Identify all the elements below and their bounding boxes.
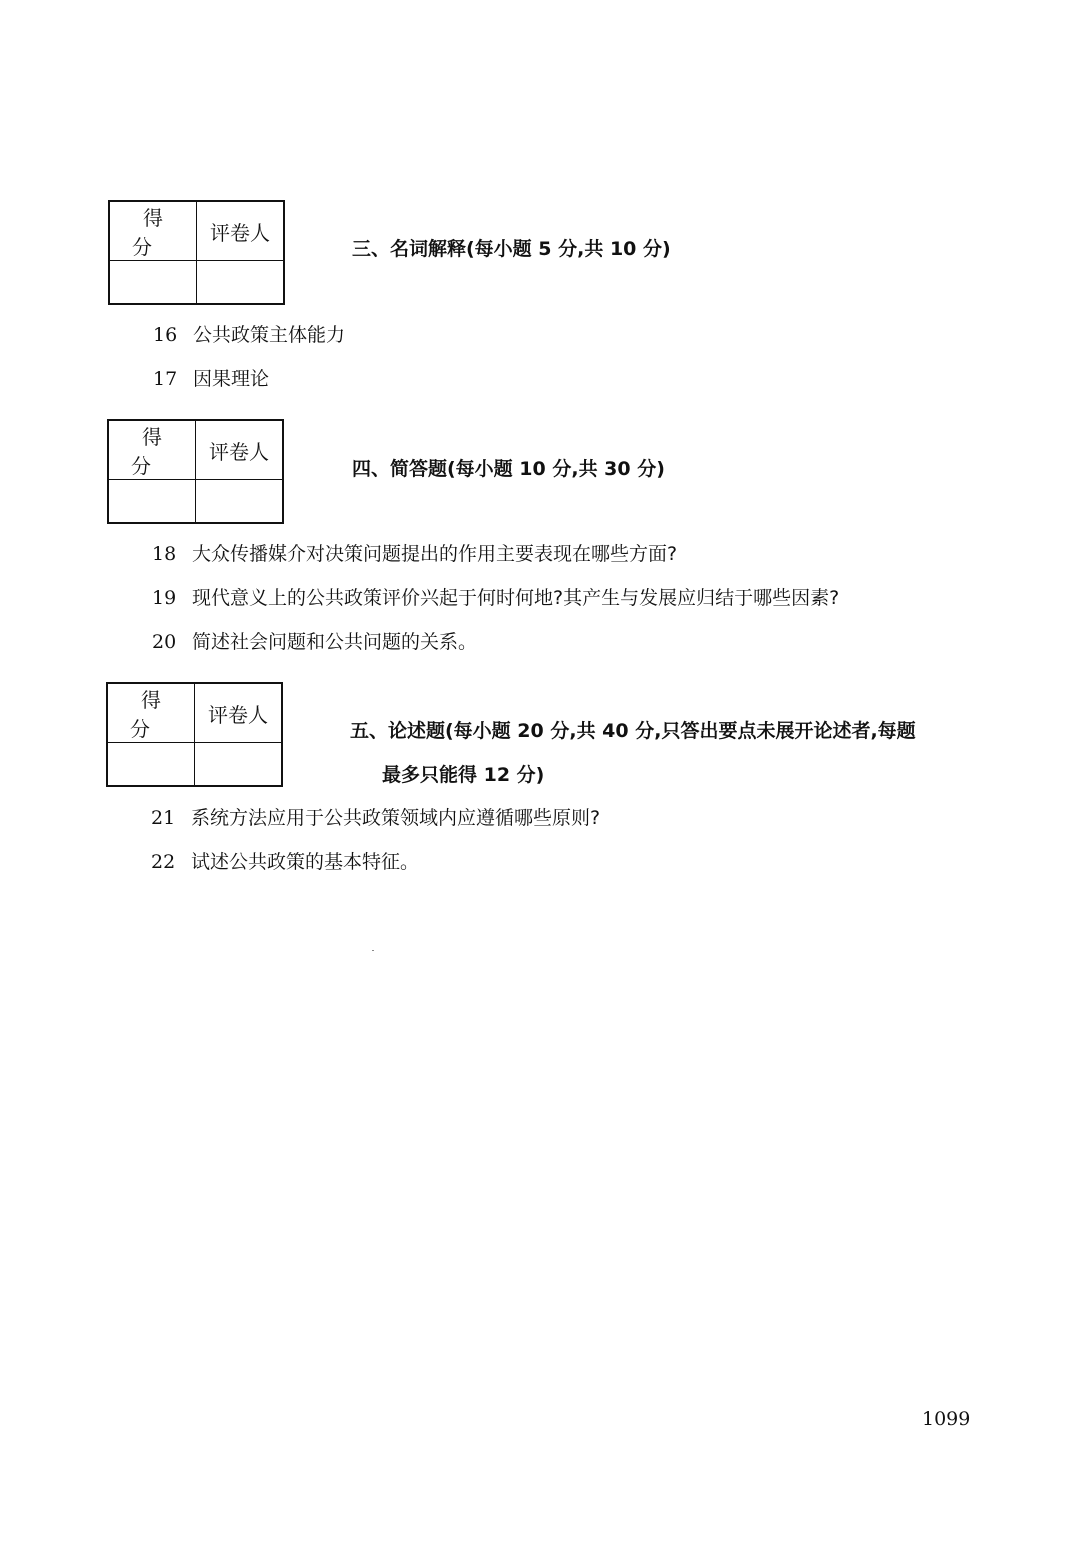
question-21 [151,803,600,830]
score-box-section-5 [106,682,283,787]
score-box-section-4 [107,419,284,524]
question-number: 21 [151,807,176,829]
section-5-heading-continued: 最多只能得 12 分) [382,764,545,786]
section-5-heading: 五、论述题(每小题 20 分,共 40 分,只答出要点未展开论述者,每题 [350,720,916,742]
score-field [107,743,195,787]
score-field [108,480,196,524]
question-text: 现代意义上的公共政策评价兴起于何时何地?其产生与发展应归结于哪些因素? [192,587,840,609]
score-label: 得分 [109,201,197,261]
question-number: 20 [152,631,177,653]
question-text: 公共政策主体能力 [193,324,346,346]
grader-label: 评卷人 [197,201,285,261]
score-label: 得分 [107,683,195,743]
question-17 [153,364,269,391]
score-field [109,261,197,305]
question-18 [152,539,677,566]
question-text: 系统方法应用于公共政策领域内应遵循哪些原则? [191,807,601,829]
question-16 [153,320,345,347]
question-number: 22 [151,851,176,873]
question-20 [152,627,477,654]
question-number: 18 [152,543,177,565]
question-22 [151,847,419,874]
page-number: 1099 [922,1408,971,1430]
question-text: 试述公共政策的基本特征。 [191,851,420,873]
question-number: 16 [153,324,178,346]
section-4-heading: 四、简答题(每小题 10 分,共 30 分) [352,458,665,480]
question-text: 大众传播媒介对决策问题提出的作用主要表现在哪些方面? [192,543,678,565]
section-3-heading: 三、名词解释(每小题 5 分,共 10 分) [352,238,671,260]
grader-field [195,743,283,787]
grader-label: 评卷人 [195,683,283,743]
question-text: 因果理论 [193,368,270,390]
question-number: 19 [152,587,177,609]
grader-label: 评卷人 [196,420,284,480]
question-19 [152,583,839,610]
score-box-section-3 [108,200,285,305]
question-text: 简述社会问题和公共问题的关系。 [192,631,478,653]
score-label: 得分 [108,420,196,480]
scan-speck [372,950,374,951]
grader-field [196,480,284,524]
question-number: 17 [153,368,178,390]
grader-field [197,261,285,305]
